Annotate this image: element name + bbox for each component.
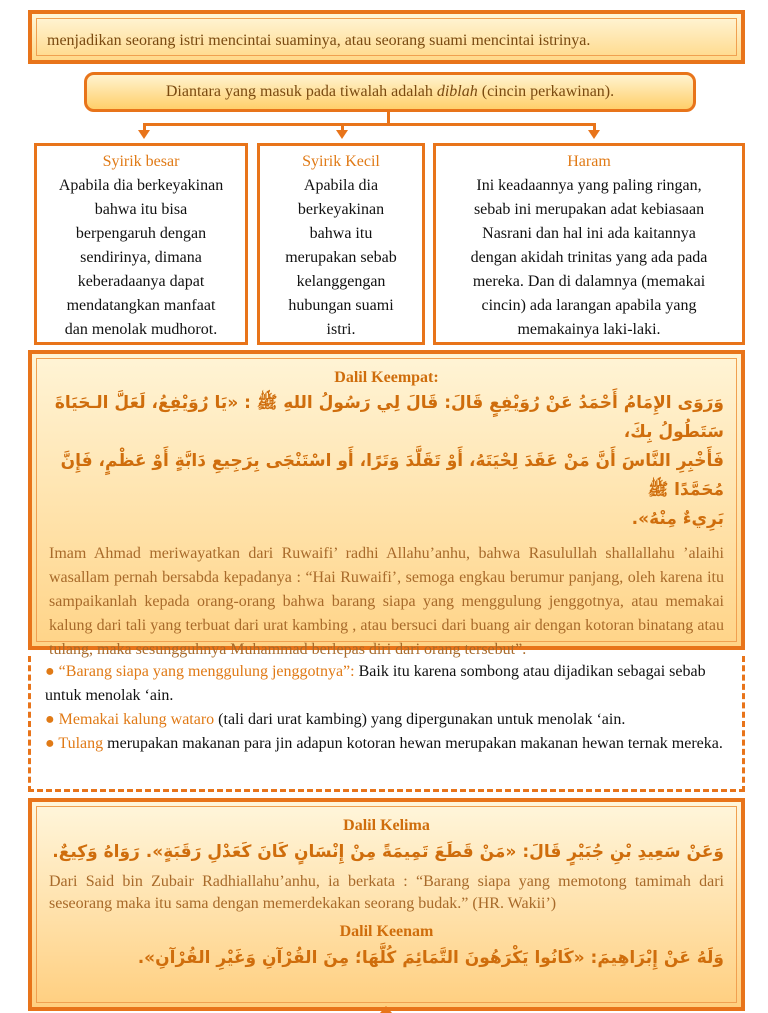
diblah-text-before: Diantara yang masuk pada tiwalah adalah (165, 83, 437, 100)
arrow-down-icon (336, 130, 348, 139)
note-item (45, 708, 732, 732)
dalil-kelima-arabic: وَعَنْ سَعِيدِ بْنِ جُبَيْرٍ قَالَ: «مَنْ قَطَعَ تَمِيمَةً مِنْ إِنْسَانٍ كَانَ كَعَدْلِ رَقَبَةٍ». رَوَاهُ وَكِيعٌ. (52, 842, 724, 862)
dalil-keenam-title: Dalil Keenam (339, 923, 434, 940)
column-line: bahwa itu bisa (94, 201, 188, 218)
note-item (45, 732, 732, 756)
note-highlight: “Barang siapa yang menggulung jenggotnya”: (58, 663, 355, 680)
diblah-heading (84, 72, 696, 112)
dalil-keempat-arabic (37, 387, 736, 534)
diblah-term: diblah (436, 83, 478, 100)
bullet-icon: ● (45, 711, 55, 728)
arrow-down-icon (138, 130, 150, 139)
note-text: (tali dari urat kambing) yang dipergunakan untuk menolak ‘ain. (214, 711, 626, 728)
dalil-kelima-translation: Dari Said bin Zubair Radhiallahu’anhu, ia berkata : “Barang siapa yang memotong tamimah dari seseorang maka itu sama dengan memerdekakan seorang budak.” (HR. Wakii’) (49, 873, 724, 912)
connector-horizontal (143, 123, 595, 126)
column-title: Syirik Kecil (302, 153, 380, 170)
notes-box (28, 656, 745, 792)
top-banner-text: menjadikan seorang istri mencintai suaminya, atau seorang suami mencintai istrinya. (36, 18, 737, 56)
column-line: dengan akidah trinitas yang ada pada (470, 249, 708, 266)
dalil-kelima-keenam-section (28, 798, 745, 1011)
column-line: berpengaruh dengan (75, 225, 207, 242)
column-line: Apabila dia berkeyakinan (58, 177, 224, 194)
column-title: Haram (567, 153, 611, 170)
note-text: Baik itu karena sombong atau dijadikan sebagai sebab untuk menolak ‘ain. (45, 663, 706, 704)
column-title: Syirik besar (102, 153, 180, 170)
column-line: merupakan sebab (285, 249, 397, 266)
column-line: dan menolak mudhorot. (64, 321, 218, 338)
column-line: cincin) ada larangan apabila yang (481, 297, 697, 314)
bullet-icon: ● (45, 663, 55, 680)
arabic-line: فَأَخْبِرِ النَّاسَ أَنَّ مَنْ عَقَدَ لِحْيَتَهُ، أَوْ تَقَلَّدَ وَتَرًا، أَو اسْتَنْجَى بِرَجِيعِ دَابَّةٍ أَوْ عَظْمٍ، فَإِنَّ مُحَمَّدًا ﷺ (60, 451, 724, 500)
column-line: kelanggengan (296, 273, 386, 290)
note-item (45, 660, 732, 708)
arrow-down-icon (588, 130, 600, 139)
note-text: merupakan makanan para jin adapun kotoran hewan merupakan makanan hewan ternak mereka. (103, 735, 723, 752)
dalil-keempat-frame (36, 358, 737, 658)
column-line: memakainya laki-laki. (517, 321, 661, 338)
dalil-keempat-title: Dalil Keempat: (334, 369, 439, 386)
note-highlight: Tulang (58, 735, 104, 752)
top-banner (28, 10, 745, 64)
column-line: istri. (326, 321, 356, 338)
column-line: sendirinya, dimana (80, 249, 202, 266)
note-highlight: Memakai kalung wataro (58, 711, 215, 728)
column-line: Nasrani dan hal ini ada kaitannya (482, 225, 696, 242)
bullet-icon: ● (45, 735, 55, 752)
dalil-keenam-arabic: وَلَهُ عَنْ إِبْرَاهِيمَ: «كَانُوا يَكْرَهُونَ التَّمَائِمَ كُلَّهَا؛ مِنَ القُرْآنِ وَغَيْرِ القُرْآنِ». (137, 948, 724, 968)
column-haram (433, 143, 745, 345)
column-syirik-kecil (257, 143, 425, 345)
arabic-line: وَرَوَى الإِمَامُ أَحْمَدُ عَنْ رُوَيْفِعٍ قَالَ: قَالَ لِي رَسُولُ اللهِ ﷺ : «يَا رُوَيْفِعُ، لَعَلَّ الـحَيَاةَ سَتَطُولُ بِكَ، (54, 393, 724, 442)
column-line: Ini keadaannya yang paling ringan, (476, 177, 702, 194)
diblah-text-after: (cincin perkawinan). (477, 83, 615, 100)
column-line: Apabila dia (303, 177, 379, 194)
column-line: mendatangkan manfaat (66, 297, 216, 314)
column-line: bahwa itu (309, 225, 373, 242)
dalil-keempat-translation: Imam Ahmad meriwayatkan dari Ruwaifi’ radhi Allahu’anhu, bahwa Rasulullah shallallahu ’alaihi wasallam pernah bersabda kepadanya : “Hai Ruwaifi’, semoga engkau berumur panjang, oleh karena itu sampaikanlah kepada orang-orang bahwa barang siapa yang menggulung jenggotnya, atau memakai kalung dari tali yang terbuat dari urat kambing , atau bersuci dari buang air dengan kotoran binatang atau tulang, maka sesungguhnya Muhammad berlepas diri dari orang tersebut”. (49, 545, 724, 658)
column-line: hubungan suami (288, 297, 394, 314)
arrow-down-icon (380, 1006, 392, 1013)
column-syirik-besar (34, 143, 248, 345)
column-line: mereka. Dan di dalamnya (memakai (472, 273, 706, 290)
dalil-keempat-section (28, 350, 745, 658)
column-line: keberadaanya dapat (77, 273, 205, 290)
arabic-line: بَرِيءٌ مِنْهُ». (631, 509, 724, 529)
dalil-kelima-title: Dalil Kelima (343, 817, 430, 834)
dalil-kelima-frame (36, 806, 737, 1003)
column-line: sebab ini merupakan adat kebiasaan (473, 201, 705, 218)
column-line: berkeyakinan (297, 201, 385, 218)
